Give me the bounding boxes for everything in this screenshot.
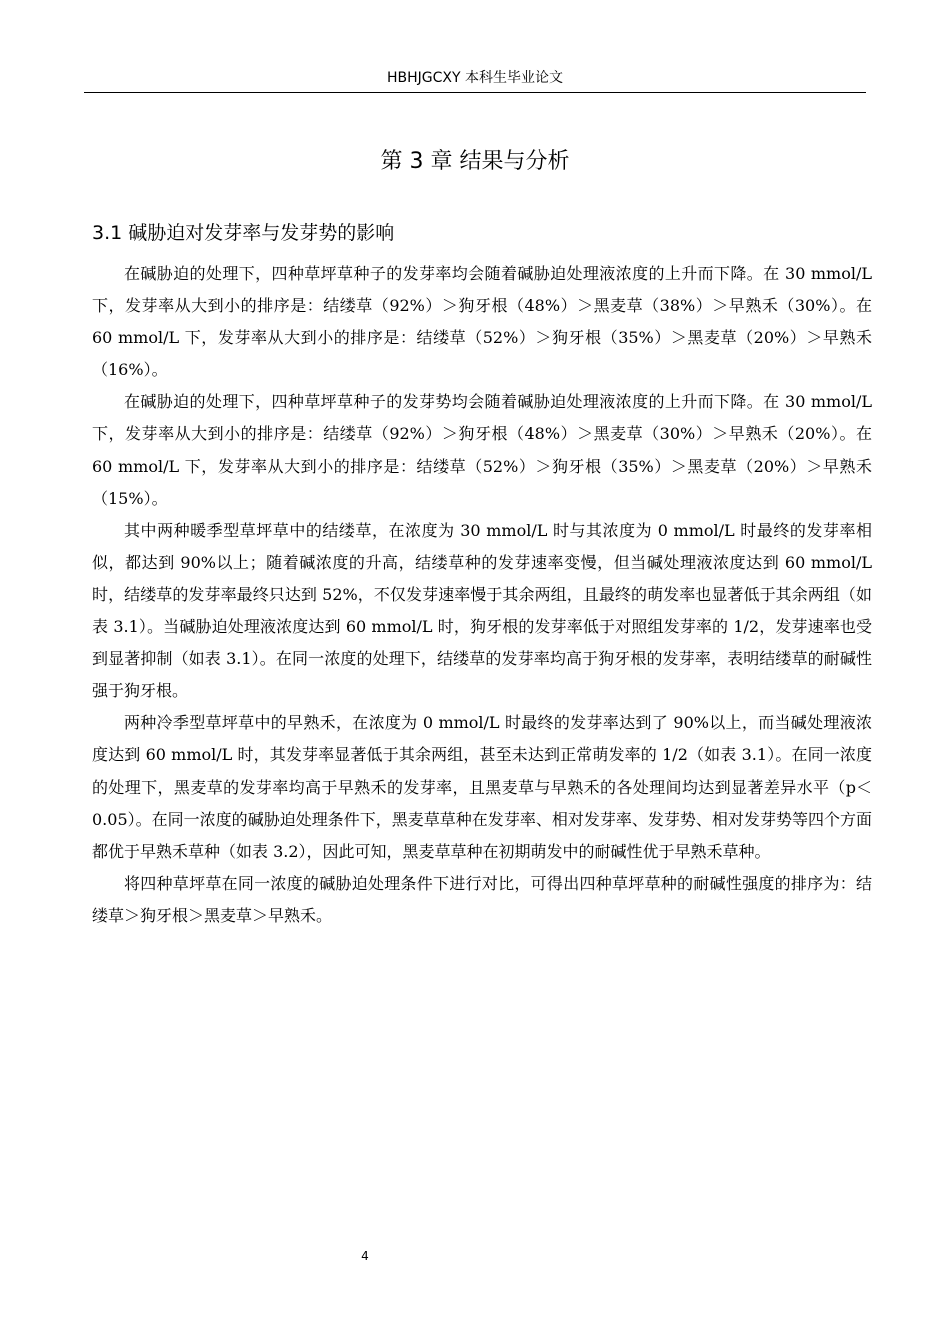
paragraph-conclusion: 将四种草坪草在同一浓度的碱胁迫处理条件下进行对比，可得出四种草坪草种的耐碱性强度的排序为：结缕草＞狗牙根＞黑麦草＞早熟禾。	[92, 873, 872, 925]
page-number: 4	[361, 1249, 369, 1263]
paragraph-warm-season-grasses: 其中两种暖季型草坪草中的结缕草，在浓度为 30 mmol/L 时与其浓度为 0 mmol/L 时最终的发芽率相似，都达到 90%以上；随着碱浓度的升高，结缕草种的发芽速率变慢，但当碱处理液浓度达到 60 mmol/L 时，结缕草的发芽率最终只达到 52%，不仅发芽速率慢于其余两组，且最终的萌发率也显著低于其余两组（如表 3.1）。当碱胁迫处理液浓度达到 60 mmol/L 时，狗牙根的发芽率低于对照组发芽率的 1/2，发芽速率也受到显著抑制（如表 3.1）。在同一浓度的处理下，结缕草的发芽率均高于狗牙根的发芽率，表明结缕草的耐碱性强于狗牙根。	[92, 520, 872, 701]
chapter-title: 第 3 章 结果与分析	[380, 149, 570, 174]
section-title: 3.1 碱胁迫对发芽率与发芽势的影响	[92, 222, 395, 244]
paragraph-cool-season-grasses: 两种冷季型草坪草中的早熟禾，在浓度为 0 mmol/L 时最终的发芽率达到了 90%以上，而当碱处理液浓度达到 60 mmol/L 时，其发芽率显著低于其余两组，甚至未达到正常萌发率的 1/2（如表 3.1）。在同一浓度的处理下，黑麦草的发芽率均高于早熟禾的发芽率，且黑麦草与早熟禾的各处理间均达到显著差异水平（p＜0.05）。在同一浓度的碱胁迫处理条件下，黑麦草草种在发芽率、相对发芽率、发芽势、相对发芽势等四个方面都优于早熟禾草种（如表 3.2），因此可知，黑麦草草种在初期萌发中的耐碱性优于早熟禾草种。	[92, 713, 872, 861]
paragraph-germination-potential: 在碱胁迫的处理下，四种草坪草种子的发芽势均会随着碱胁迫处理液浓度的上升而下降。在 30 mmol/L 下，发芽率从大到小的排序是：结缕草（92%）＞狗牙根（48%）＞黑麦草（30%）＞早熟禾（20%）。在 60 mmol/L 下，发芽率从大到小的排序是：结缕草（52%）＞狗牙根（35%）＞黑麦草（20%）＞早熟禾（15%）。	[92, 392, 872, 508]
page-header	[84, 68, 866, 93]
paragraph-germination-rate: 在碱胁迫的处理下，四种草坪草种子的发芽率均会随着碱胁迫处理液浓度的上升而下降。在 30 mmol/L 下，发芽率从大到小的排序是：结缕草（92%）＞狗牙根（48%）＞黑麦草（38%）＞早熟禾（30%）。在 60 mmol/L 下，发芽率从大到小的排序是：结缕草（52%）＞狗牙根（35%）＞黑麦草（20%）＞早熟禾（16%）。	[92, 264, 872, 380]
header-title: HBHJGCXY 本科生毕业论文	[386, 70, 563, 86]
body-text	[92, 258, 872, 932]
